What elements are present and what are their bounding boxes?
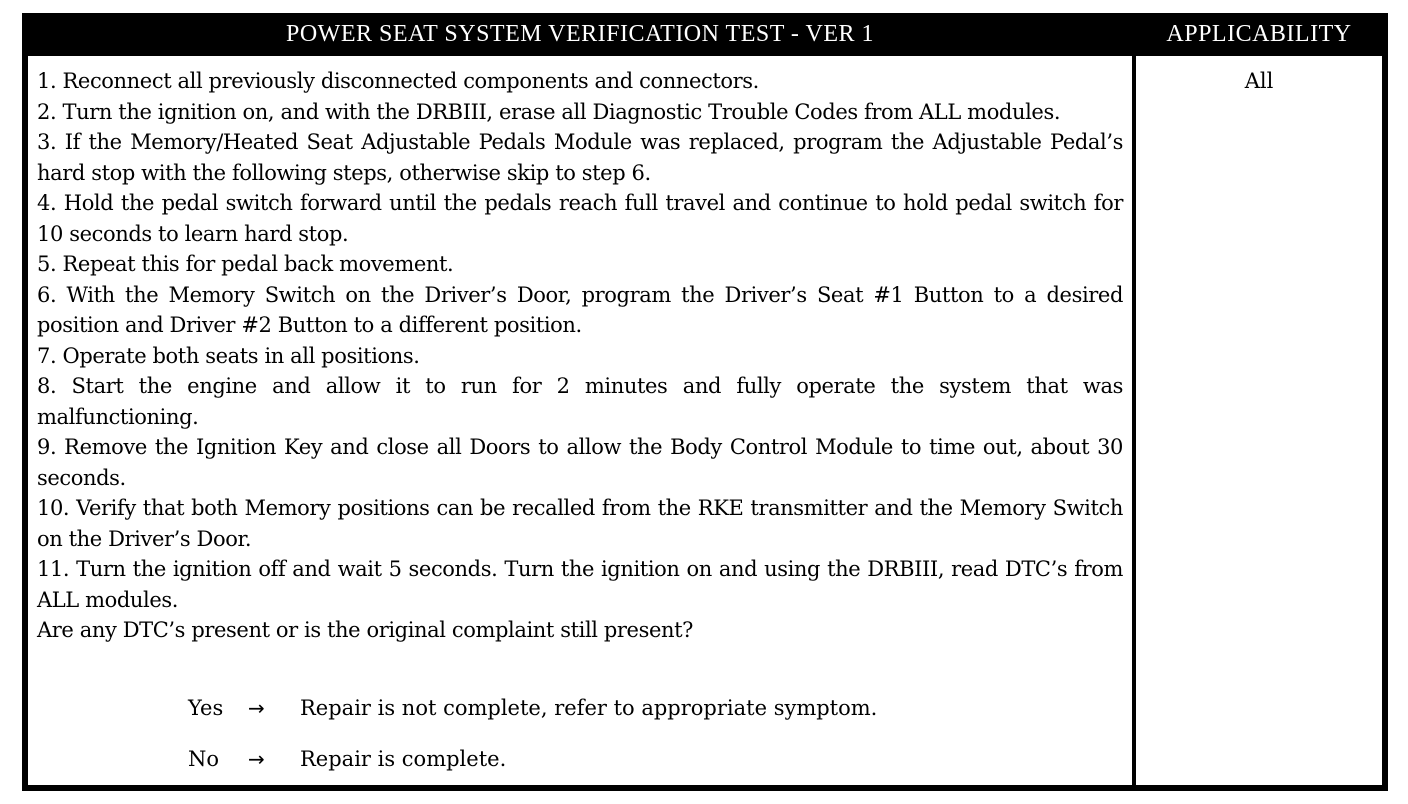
step-9: 9. Remove the Ignition Key and close all Doors to allow the Body Control Module to time out, about 30 seconds. (37, 435, 1123, 490)
answer-yes-label: Yes (188, 696, 224, 720)
procedure-table (22, 13, 1388, 791)
procedure-title: POWER SEAT SYSTEM VERIFICATION TEST - VER 1 (285, 21, 874, 47)
table-header (28, 13, 1382, 56)
question: Are any DTC’s present or is the original complaint still present? (37, 618, 693, 642)
answer-no-text: Repair is complete. (300, 747, 507, 771)
answer-no (188, 744, 506, 774)
step-6: 6. With the Memory Switch on the Driver’s Door, program the Driver’s Seat #1 Button to a desired position and Driver #2 Button to a different position. (37, 282, 1123, 337)
step-5: 5. Repeat this for pedal back movement. (37, 252, 454, 276)
right-arrow-icon: → (248, 696, 265, 720)
step-8: 8. Start the engine and allow it to run for 2 minutes and fully operate the system that was malfunctioning. (37, 374, 1123, 429)
answer-yes-text: Repair is not complete, refer to appropriate symptom. (300, 696, 878, 720)
step-10: 10. Verify that both Memory positions can be recalled from the RKE transmitter and the Memory Switch on the Driver’s Door. (37, 496, 1123, 551)
right-arrow-icon: → (248, 747, 265, 771)
step-2: 2. Turn the ignition on, and with the DRBIII, erase all Diagnostic Trouble Codes from ALL modules. (37, 99, 1061, 124)
answer-no-label: No (188, 747, 220, 771)
step-11: 11. Turn the ignition off and wait 5 seconds. Turn the ignition on and using the DRBIII, read DTC’s from ALL modules. (37, 557, 1123, 612)
procedure-body (37, 66, 1123, 646)
answer-yes (188, 693, 877, 723)
step-4: 4. Hold the pedal switch forward until the pedals reach full travel and continue to hold pedal switch for 10 seconds to learn hard stop. (37, 191, 1123, 246)
applicability-value: All (1244, 69, 1274, 93)
column-divider (1132, 56, 1136, 785)
step-1: 1. Reconnect all previously disconnected components and connectors. (37, 69, 759, 93)
applicability-heading: APPLICABILITY (1166, 21, 1352, 47)
step-3: 3. If the Memory/Heated Seat Adjustable Pedals Module was replaced, program the Adjustable Pedal’s hard stop with the following steps, otherwise skip to step 6. (37, 130, 1123, 185)
step-7: 7. Operate both seats in all positions. (37, 343, 420, 368)
